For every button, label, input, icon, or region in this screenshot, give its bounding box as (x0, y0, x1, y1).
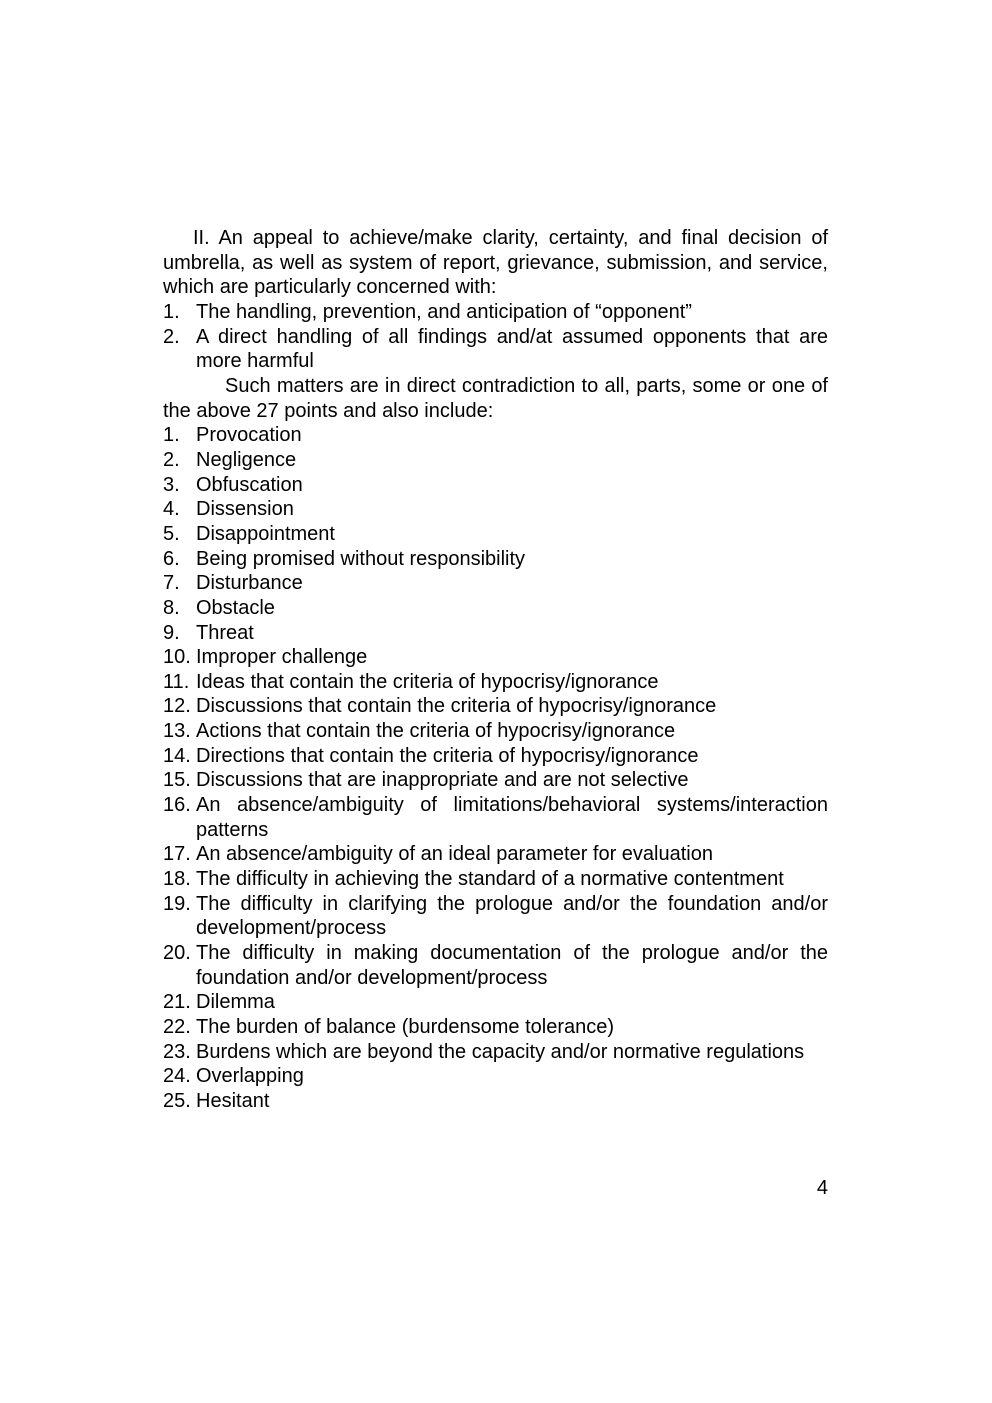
list-item (163, 621, 828, 646)
list-item (163, 1040, 828, 1065)
item-number: 1. (163, 300, 180, 323)
item-text: Directions that contain the criteria of hypocrisy/ignorance (196, 744, 699, 767)
item-text: Dilemma (196, 991, 275, 1014)
item-text: Discussions that contain the criteria of hypocrisy/ignorance (196, 695, 717, 718)
item-number: 24. (163, 1065, 191, 1088)
item-text: Disappointment (196, 522, 335, 545)
item-text: A direct handling of all findings and/at assumed opponents that are more harmful (196, 325, 828, 373)
item-number: 23. (163, 1040, 191, 1063)
item-text: Burdens which are beyond the capacity and/or normative regulations (196, 1040, 805, 1063)
list-item (163, 325, 828, 374)
list-item (163, 1015, 828, 1040)
item-number: 10. (163, 646, 191, 669)
item-text: Hesitant (196, 1089, 270, 1112)
list-item (163, 744, 828, 769)
list-item (163, 547, 828, 572)
item-text: The handling, prevention, and anticipation of “opponent” (196, 300, 692, 323)
list-item (163, 867, 828, 892)
page-number: 4 (816, 1177, 828, 1199)
item-text: Threat (196, 621, 254, 644)
item-text: Discussions that are inappropriate and are not selective (196, 769, 689, 792)
item-number: 21. (163, 991, 191, 1014)
item-number: 3. (163, 473, 180, 496)
item-number: 18. (163, 868, 191, 891)
item-text: Disturbance (196, 572, 303, 595)
list-item (163, 990, 828, 1015)
list-item (163, 941, 828, 990)
intro-paragraph: II. An appeal to achieve/make clarity, certainty, and final decision of umbrella, as well as system of report, grievance, submission, and service, which are particularly concerned with: (163, 227, 828, 299)
appeal-concerns-list (163, 300, 828, 374)
list-item (163, 793, 828, 842)
item-text: Negligence (196, 448, 297, 471)
item-text: Overlapping (196, 1065, 304, 1088)
list-item (163, 571, 828, 596)
item-number: 11. (163, 670, 190, 693)
item-number: 12. (163, 695, 191, 718)
item-number: 5. (163, 522, 180, 545)
list-item (163, 300, 828, 325)
list-item (163, 1064, 828, 1089)
transition-paragraph: Such matters are in direct contradiction to all, parts, some or one of the above 27 points and also include: (163, 374, 828, 422)
item-text: Actions that contain the criteria of hypocrisy/ignorance (196, 720, 676, 743)
item-number: 2. (163, 325, 180, 348)
item-text: Being promised without responsibility (196, 547, 526, 570)
list-item (163, 448, 828, 473)
list-item (163, 423, 828, 448)
item-number: 2. (163, 448, 180, 471)
list-item (163, 842, 828, 867)
list-item (163, 645, 828, 670)
item-text: Improper challenge (196, 646, 368, 669)
item-text: Provocation (196, 424, 302, 447)
item-number: 22. (163, 1016, 191, 1038)
item-number: 4. (163, 498, 180, 521)
item-number: 20. (163, 942, 191, 965)
item-number: 13. (163, 720, 191, 743)
list-item (163, 522, 828, 547)
matters-list (163, 423, 828, 1113)
item-text: The difficulty in making documentation of the prologue and/or the foundation and/or development/process (196, 942, 828, 989)
item-number: 14. (163, 744, 191, 767)
item-text: Obfuscation (196, 473, 303, 496)
item-text: The difficulty in achieving the standard of a normative contentment (196, 868, 784, 891)
item-number: 6. (163, 547, 180, 570)
list-item (163, 694, 828, 719)
item-number: 1. (163, 424, 180, 447)
list-item (163, 497, 828, 522)
item-text: An absence/ambiguity of limitations/behavioral systems/interaction patterns (196, 794, 828, 841)
item-number: 17. (163, 843, 191, 866)
item-text: Dissension (196, 498, 294, 521)
list-item (163, 768, 828, 793)
item-text: Obstacle (196, 596, 275, 619)
item-text: The burden of balance (burdensome tolerance) (196, 1016, 615, 1038)
list-item (163, 719, 828, 744)
item-text: Ideas that contain the criteria of hypocrisy/ignorance (196, 670, 659, 693)
item-number: 7. (163, 572, 180, 595)
item-number: 9. (163, 621, 180, 644)
list-item (163, 1089, 828, 1114)
item-number: 15. (163, 769, 191, 792)
item-number: 8. (163, 596, 180, 619)
list-item (163, 892, 828, 941)
list-item (163, 596, 828, 621)
item-number: 19. (163, 892, 191, 915)
document-body (163, 226, 828, 1114)
list-item (163, 670, 828, 695)
item-text: The difficulty in clarifying the prologue and/or the foundation and/or development/process (196, 892, 828, 940)
item-number: 16. (163, 794, 191, 817)
item-text: An absence/ambiguity of an ideal parameter for evaluation (196, 843, 713, 866)
item-number: 25. (163, 1089, 191, 1112)
list-item (163, 473, 828, 498)
